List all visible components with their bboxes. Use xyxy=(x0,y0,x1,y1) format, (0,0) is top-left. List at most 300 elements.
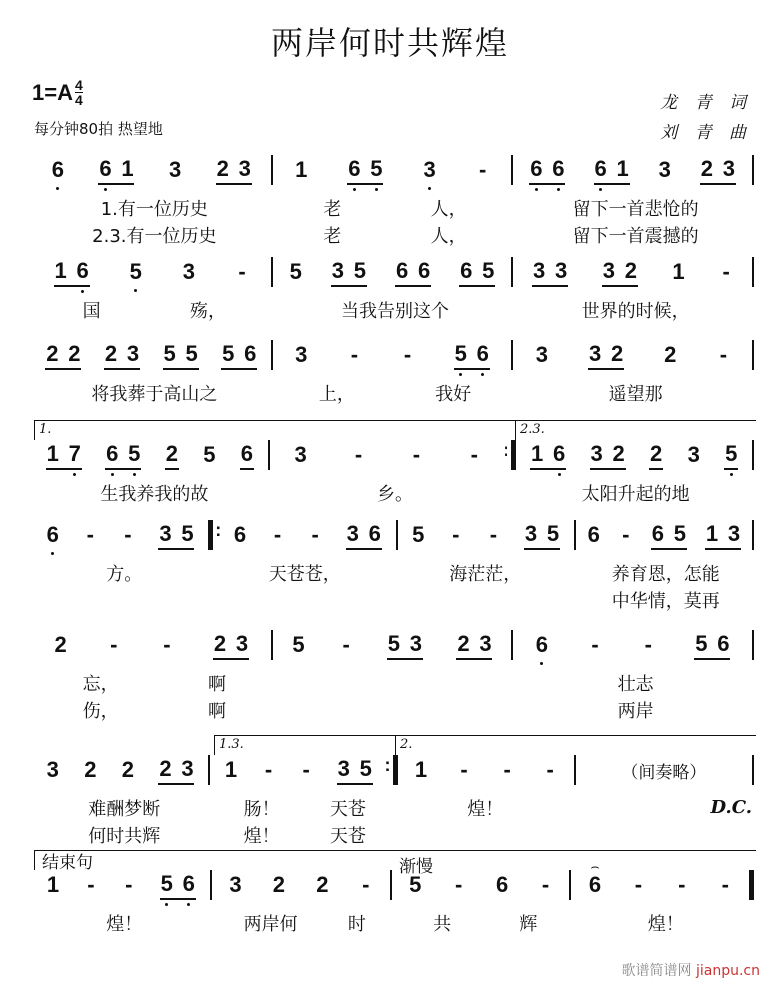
note: 5 xyxy=(454,340,467,366)
lyric-syllable: 煌！ xyxy=(243,825,280,847)
beamed-notes xyxy=(240,441,254,470)
dash-extension: - xyxy=(622,522,630,547)
measure xyxy=(34,257,269,287)
note: 5 xyxy=(289,259,302,284)
note: 3 xyxy=(727,520,741,546)
note: 3 xyxy=(182,259,196,284)
barline xyxy=(752,440,754,470)
lyric-syllable: 中华情，莫再 xyxy=(611,590,720,612)
note: 2 xyxy=(612,440,625,466)
dash-extension: - xyxy=(302,757,310,782)
beamed-notes xyxy=(163,341,199,370)
note: 3 xyxy=(588,340,602,366)
volta-cell xyxy=(515,610,756,630)
dash-extension: - xyxy=(311,522,319,547)
note: 3 xyxy=(687,442,700,467)
lyric-syllable: 殇， xyxy=(189,300,226,322)
note: 5 xyxy=(546,520,560,546)
interlude-note: （间奏略） xyxy=(621,762,707,783)
lyric-syllable: 壮志 xyxy=(617,673,654,695)
lyric-cell xyxy=(515,379,756,406)
volta-cell xyxy=(515,135,756,155)
note: 5 xyxy=(160,870,173,896)
note: 5 xyxy=(128,440,141,466)
volta-cell xyxy=(214,735,395,755)
lyric-syllable: 上， xyxy=(318,383,355,405)
note: 6 xyxy=(460,257,473,283)
note: 2 xyxy=(316,872,329,897)
note: 5 xyxy=(695,630,708,656)
lyric-syllable: 共 xyxy=(433,913,452,935)
barline xyxy=(752,155,754,185)
note: 6 xyxy=(51,157,64,182)
notes-row xyxy=(34,340,756,370)
note: 6 xyxy=(76,257,89,283)
barline xyxy=(752,340,754,370)
volta-cell xyxy=(576,735,756,755)
note: 1 xyxy=(224,757,238,782)
note: 3 xyxy=(346,520,359,546)
note: 6 xyxy=(552,155,565,181)
volta-cell xyxy=(215,850,395,870)
lyric-cell xyxy=(275,379,516,406)
barline xyxy=(569,870,571,900)
dash-extension: - xyxy=(644,632,652,657)
time-signature xyxy=(75,78,83,107)
measure xyxy=(275,155,510,185)
note: 5 xyxy=(181,520,194,546)
beamed-notes xyxy=(724,441,738,470)
volta-row xyxy=(34,420,756,440)
dash-extension: - xyxy=(412,442,421,467)
note: 3 xyxy=(295,342,308,367)
note: 6 xyxy=(587,522,600,547)
dash-extension: - xyxy=(362,872,370,897)
beamed-notes xyxy=(221,341,257,370)
lyric-syllable: 天苍 xyxy=(329,825,366,847)
note: 5 xyxy=(353,257,367,283)
note: 3 xyxy=(169,157,182,182)
lyric-cell xyxy=(215,794,396,821)
measure xyxy=(400,755,572,785)
lyric-syllable: 留下一首震撼的 xyxy=(572,225,699,247)
volta-cell xyxy=(275,320,516,340)
ending-label: 结束句 xyxy=(42,853,93,873)
dash-extension: - xyxy=(86,522,94,547)
lyricist-credit: 龙 青 词 xyxy=(660,93,752,113)
measure xyxy=(34,870,208,900)
note: 6 xyxy=(476,340,489,366)
dash-extension: - xyxy=(546,757,554,782)
lyric-cell xyxy=(34,296,275,323)
barline xyxy=(511,155,513,185)
lyric-row xyxy=(34,696,756,723)
lyric-cell xyxy=(275,296,516,323)
repeat-start-barline xyxy=(208,520,213,550)
lyric-row xyxy=(34,379,756,406)
note: 5 xyxy=(292,632,305,657)
dash-extension: - xyxy=(489,522,498,547)
beamed-notes xyxy=(649,441,663,470)
note: 3 xyxy=(590,440,603,466)
barline xyxy=(511,257,513,287)
lyric-syllable: 煌！ xyxy=(467,798,504,820)
volta-cell xyxy=(395,500,576,520)
beamed-notes xyxy=(459,258,495,287)
beamed-notes xyxy=(524,521,560,550)
notes-row xyxy=(34,630,756,660)
lyric-cell xyxy=(275,669,516,696)
lyric-syllable: 天苍苍， xyxy=(268,563,341,585)
lyric-cell xyxy=(34,586,215,613)
lyric-syllable: 将我葬于高山之 xyxy=(91,383,218,405)
note: 1 xyxy=(121,155,134,181)
beamed-notes xyxy=(158,756,194,785)
lyric-cell xyxy=(34,559,215,586)
note: 6 xyxy=(530,155,543,181)
notes-row xyxy=(34,257,756,287)
note: 6 xyxy=(348,155,361,181)
note: 1 xyxy=(295,157,308,182)
volta-cell xyxy=(34,420,275,440)
beamed-notes xyxy=(105,441,141,470)
note: 5 xyxy=(725,440,738,466)
watermark xyxy=(622,960,760,980)
measure xyxy=(515,340,750,370)
note: 5 xyxy=(412,522,425,547)
barline xyxy=(396,520,398,550)
note: 6 xyxy=(46,522,59,547)
note: 2 xyxy=(104,340,118,366)
tempo-marking: 每分钟80拍 热望地 xyxy=(34,120,163,138)
volta-cell xyxy=(515,237,756,257)
note: 3 xyxy=(658,157,671,182)
dash-extension: - xyxy=(452,522,460,547)
dash-extension: - xyxy=(460,757,468,782)
song-title: 两岸何时共辉煌 xyxy=(270,24,509,62)
lyric-cell xyxy=(34,909,215,936)
lyric-syllable: 老 xyxy=(323,225,342,247)
note: 5 xyxy=(673,520,687,546)
dash-extension: - xyxy=(479,157,487,182)
note: 2 xyxy=(159,755,172,781)
note: 3 xyxy=(126,340,140,366)
note: 1 xyxy=(616,155,629,181)
music-system xyxy=(34,610,756,723)
dash-extension: - xyxy=(678,872,686,897)
repeat-dots: : xyxy=(503,440,510,460)
measure xyxy=(515,630,750,660)
note: 2 xyxy=(121,757,135,782)
dash-extension: - xyxy=(634,872,643,897)
lyric-cell xyxy=(395,559,576,586)
barline xyxy=(752,257,754,287)
volta-cell xyxy=(275,135,516,155)
dash-extension: - xyxy=(87,872,95,897)
lyric-syllable: 两岸 xyxy=(617,700,654,722)
volta-cell xyxy=(34,500,215,520)
measure xyxy=(272,440,504,470)
music-system xyxy=(34,850,756,936)
barline xyxy=(208,755,210,785)
note: 2 xyxy=(650,440,663,466)
measure xyxy=(214,870,388,900)
dash-extension: - xyxy=(273,522,282,547)
lyric-cell xyxy=(215,909,396,936)
music-system xyxy=(34,320,756,406)
volta-cell xyxy=(34,237,275,257)
lyric-cell xyxy=(576,559,757,586)
lyric-row xyxy=(34,296,756,323)
measure xyxy=(212,755,384,785)
dash-extension: - xyxy=(719,342,728,367)
measure xyxy=(34,155,269,185)
measure xyxy=(34,630,269,660)
measure xyxy=(34,520,206,550)
lyric-cell xyxy=(275,696,516,723)
beamed-notes xyxy=(456,631,492,660)
note: 3 xyxy=(181,755,194,781)
volta-cell xyxy=(275,420,515,440)
beamed-notes xyxy=(590,441,626,470)
beamed-notes xyxy=(98,156,134,185)
notes-row xyxy=(34,155,756,185)
note: 6 xyxy=(99,155,112,181)
lyric-row xyxy=(34,909,756,936)
music-system xyxy=(34,420,756,506)
dash-extension: - xyxy=(124,522,132,547)
lyric-syllable: 老 xyxy=(323,198,342,220)
volta-label: 2. xyxy=(400,737,413,752)
lyric-syllable: 难酬梦断 xyxy=(88,798,161,820)
note: 6 xyxy=(552,440,566,466)
repeat-dots: : xyxy=(215,520,222,540)
barline xyxy=(268,440,270,470)
note: 5 xyxy=(482,257,495,283)
beamed-notes xyxy=(165,441,179,470)
beamed-notes xyxy=(529,156,565,185)
note: 1 xyxy=(46,440,59,466)
note: 6 xyxy=(417,257,431,283)
note: 6 xyxy=(244,340,257,366)
volta-row xyxy=(34,500,756,520)
time-top: 4 xyxy=(74,77,83,93)
lyric-cell xyxy=(576,909,757,936)
note: 2 xyxy=(457,630,470,656)
repeat-dots: : xyxy=(384,755,391,775)
note: 6 xyxy=(717,630,730,656)
measure xyxy=(515,257,750,287)
lyric-syllable: 世界的时候， xyxy=(581,300,690,322)
note: 6 xyxy=(233,522,247,547)
note: 3 xyxy=(331,257,345,283)
measure xyxy=(573,870,747,900)
da-capo-mark: D.C. xyxy=(710,797,752,818)
measure xyxy=(275,630,510,660)
note: 3 xyxy=(722,155,736,181)
note: 1 xyxy=(530,440,544,466)
barline xyxy=(574,755,576,785)
lyric-cell xyxy=(34,696,275,723)
note: 6 xyxy=(594,155,607,181)
lyric-syllable: 两岸何 xyxy=(243,913,298,935)
notes-row xyxy=(34,870,756,900)
music-system xyxy=(34,237,756,323)
lyric-syllable: 生我养我的故 xyxy=(100,483,209,505)
lyric-cell xyxy=(515,696,756,723)
lyric-syllable: 啊 xyxy=(207,700,226,722)
note: 3 xyxy=(555,257,568,283)
lyric-syllable: 煌！ xyxy=(647,913,684,935)
lyric-cell xyxy=(34,379,275,406)
dash-extension: - xyxy=(541,872,550,897)
measure xyxy=(578,755,750,785)
lyric-cell xyxy=(34,194,275,221)
watermark-cn: 歌谱简谱网 xyxy=(621,963,692,979)
lyric-row xyxy=(34,821,756,848)
note: 2 xyxy=(610,340,624,366)
lyric-cell xyxy=(34,669,275,696)
measure xyxy=(400,520,572,550)
dash-extension: - xyxy=(470,442,478,467)
lyric-cell xyxy=(215,586,396,613)
volta-label: 1.3. xyxy=(219,737,244,752)
lyric-cell xyxy=(515,296,756,323)
note: 2 xyxy=(46,340,59,366)
lyric-syllable: 伤， xyxy=(82,700,119,722)
beamed-notes xyxy=(588,341,624,370)
beamed-notes xyxy=(346,521,382,550)
notes-row xyxy=(34,440,756,470)
lyric-syllable: 人， xyxy=(430,225,467,247)
lyric-syllable: 辉 xyxy=(519,913,538,935)
note: 3 xyxy=(235,630,249,656)
note: 1 xyxy=(46,872,60,897)
note: 2 xyxy=(664,342,677,367)
barline xyxy=(511,340,513,370)
barline xyxy=(271,257,273,287)
time-bottom: 4 xyxy=(74,92,83,108)
lyric-syllable: 2.3.有一位历史 xyxy=(92,225,217,247)
lyric-cell xyxy=(215,559,396,586)
measure xyxy=(518,440,750,470)
note: 3 xyxy=(479,630,492,656)
volta-cell xyxy=(215,500,396,520)
barline xyxy=(511,630,513,660)
note: 2 xyxy=(165,440,178,466)
lyric-syllable: 煌！ xyxy=(106,913,143,935)
volta-cell xyxy=(34,320,275,340)
dash-extension: - xyxy=(722,259,730,284)
beamed-notes xyxy=(160,871,196,900)
key-signature xyxy=(32,78,83,107)
lyric-cell xyxy=(576,821,757,848)
lyric-cell xyxy=(395,909,576,936)
note: 3 xyxy=(46,757,59,782)
dash-extension: - xyxy=(503,757,511,782)
beamed-notes xyxy=(602,258,638,287)
dash-extension: - xyxy=(110,632,118,657)
note: 5 xyxy=(359,755,372,781)
note: 3 xyxy=(535,342,549,367)
note: 3 xyxy=(602,257,615,283)
composer-credit: 刘 青 曲 xyxy=(660,123,752,143)
lyric-cell xyxy=(576,586,757,613)
note: 5 xyxy=(203,442,216,467)
volta-cell xyxy=(34,135,275,155)
note: 6 xyxy=(495,872,509,897)
note: 5 xyxy=(387,630,400,656)
lyric-cell xyxy=(395,794,576,821)
note: 3 xyxy=(409,630,422,656)
volta-cell xyxy=(515,420,756,440)
note: 2 xyxy=(68,340,81,366)
measure xyxy=(515,155,750,185)
volta-label: 2.3. xyxy=(520,422,545,437)
beamed-notes xyxy=(594,156,630,185)
music-system xyxy=(34,135,756,248)
measure xyxy=(34,340,269,370)
beamed-notes xyxy=(158,521,194,550)
measure xyxy=(34,755,206,785)
volta-cell xyxy=(395,735,576,755)
repeat-end-barline xyxy=(511,440,516,470)
volta-row xyxy=(34,237,756,257)
note: 3 xyxy=(229,872,242,897)
dash-extension: - xyxy=(125,872,133,897)
volta-cell xyxy=(275,237,516,257)
lyric-row xyxy=(34,794,756,821)
barline xyxy=(574,520,576,550)
note: 6 xyxy=(106,440,119,466)
note: 2 xyxy=(54,632,67,657)
note: 3 xyxy=(533,257,546,283)
note: 6 xyxy=(651,520,665,546)
volta-cell xyxy=(275,610,516,630)
dash-extension: - xyxy=(342,632,350,657)
beamed-notes xyxy=(216,156,252,185)
music-system xyxy=(34,500,756,613)
dash-extension: - xyxy=(238,259,246,284)
lyric-syllable: 当我告别这个 xyxy=(341,300,449,322)
note: 5 xyxy=(185,340,198,366)
volta-row xyxy=(34,135,756,155)
note: 6 xyxy=(395,257,409,283)
note: 2 xyxy=(624,257,637,283)
note: 3 xyxy=(159,520,172,546)
note: 6 xyxy=(182,870,195,896)
beamed-notes xyxy=(532,258,568,287)
measure xyxy=(275,340,510,370)
note: 6 xyxy=(240,440,254,466)
barline xyxy=(271,155,273,185)
note: 1 xyxy=(54,257,67,283)
note: 5 xyxy=(409,872,422,897)
note: 3 xyxy=(423,157,436,182)
lyric-syllable: 人， xyxy=(430,198,467,220)
beamed-notes xyxy=(54,258,90,287)
lyric-syllable: 方。 xyxy=(106,563,143,585)
note: 6 xyxy=(535,632,549,657)
lyric-syllable: 太阳升起的地 xyxy=(581,483,690,505)
lyric-syllable: 何时共辉 xyxy=(88,825,161,847)
volta-row xyxy=(34,610,756,630)
beamed-notes xyxy=(46,441,82,470)
note: 1 xyxy=(414,757,428,782)
note: 2 xyxy=(700,155,714,181)
volta-cell xyxy=(515,320,756,340)
lyric-cell xyxy=(34,821,215,848)
